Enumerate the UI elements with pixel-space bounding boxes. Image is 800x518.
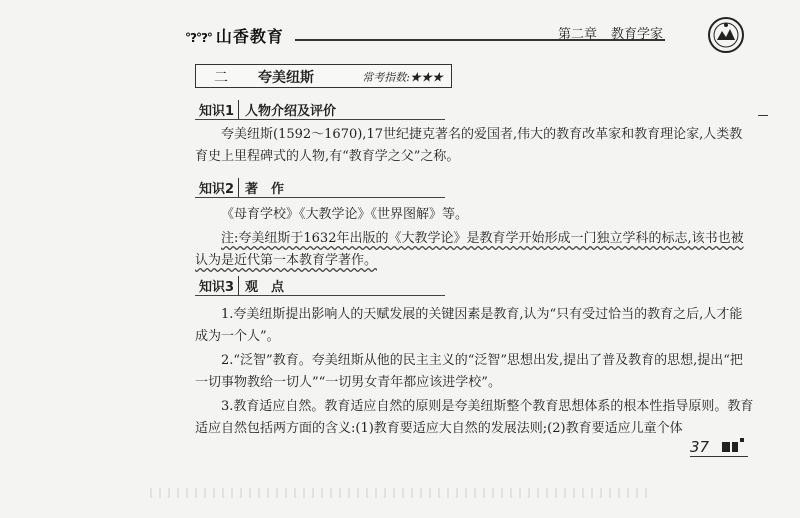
works-paragraph: 《母育学校》《大教学论》《世界图解》等。: [221, 207, 469, 222]
scan-noise: [150, 488, 650, 498]
footer-rule: [690, 456, 748, 457]
knowledge-rule: [195, 197, 445, 198]
footer-block-icon: [740, 438, 744, 442]
note-paragraph: 注:夸美纽斯于1632年出版的《大教学论》是教育学开始形成一门独立学科的标志,该书也被认为是近代第一本教育学著作。: [195, 231, 744, 268]
knowledge-point-1: [195, 100, 336, 118]
knowledge-point-3: [195, 276, 284, 294]
footer-block-icon: [722, 442, 730, 452]
viewpoint-3: 3.教育适应自然。教育适应自然的原则是夸美纽斯整个教育思想体系的根本性指导原则。教育适应自然包括两方面的含义:(1)教育要适应大自然的发展法则;(2)教育要适应儿童个体: [195, 399, 754, 436]
section-title: 夸美纽斯: [258, 70, 314, 86]
footer-block-icon: [732, 442, 738, 452]
knowledge-label: 知识1: [195, 100, 239, 119]
page-footer: [690, 438, 750, 458]
knowledge-rule: [195, 295, 445, 296]
section-number: 二: [214, 70, 228, 86]
seal-icon: [707, 16, 745, 54]
knowledge-label: 知识3: [195, 276, 239, 295]
running-head: [544, 23, 663, 42]
viewpoint-2: 2.“泛智”教育。夸美纽斯从他的民主主义的“泛智”思想出发,提出了普及教育的思想,提出“把一切事物教给一切人”“一切男女青年都应该进学校”。: [195, 353, 743, 390]
knowledge-label: 知识2: [195, 178, 239, 197]
chapter-number: 第二章: [557, 27, 597, 42]
margin-mark: [758, 115, 768, 116]
chapter-title: 教育学家: [610, 27, 663, 42]
logo-dots: °?°?°: [185, 31, 212, 45]
knowledge-title: 人物介绍及评价: [245, 104, 337, 119]
knowledge-rule: [195, 119, 445, 120]
knowledge-title: 观 点: [245, 280, 285, 295]
logo-text: 山香教育: [215, 27, 284, 46]
publisher-logo: [185, 24, 284, 47]
exam-frequency-rating: 常考指数:★★★: [362, 71, 443, 84]
intro-paragraph: 夸美纽斯(1592～1670),17世纪捷克著名的爱国者,伟大的教育改革家和教育理论家,人类教育史上里程碑式的人物,有“教育学之父”之称。: [195, 127, 743, 164]
page-header: [185, 22, 745, 46]
viewpoint-1: 1.夸美纽斯提出影响人的天赋发展的关键因素是教育,认为“只有受过恰当的教育之后,人才能成为一个人”。: [195, 307, 743, 344]
page-number: 37: [690, 438, 710, 456]
knowledge-point-2: [195, 178, 284, 196]
knowledge-title: 著 作: [245, 182, 285, 197]
section-heading: [195, 64, 452, 88]
